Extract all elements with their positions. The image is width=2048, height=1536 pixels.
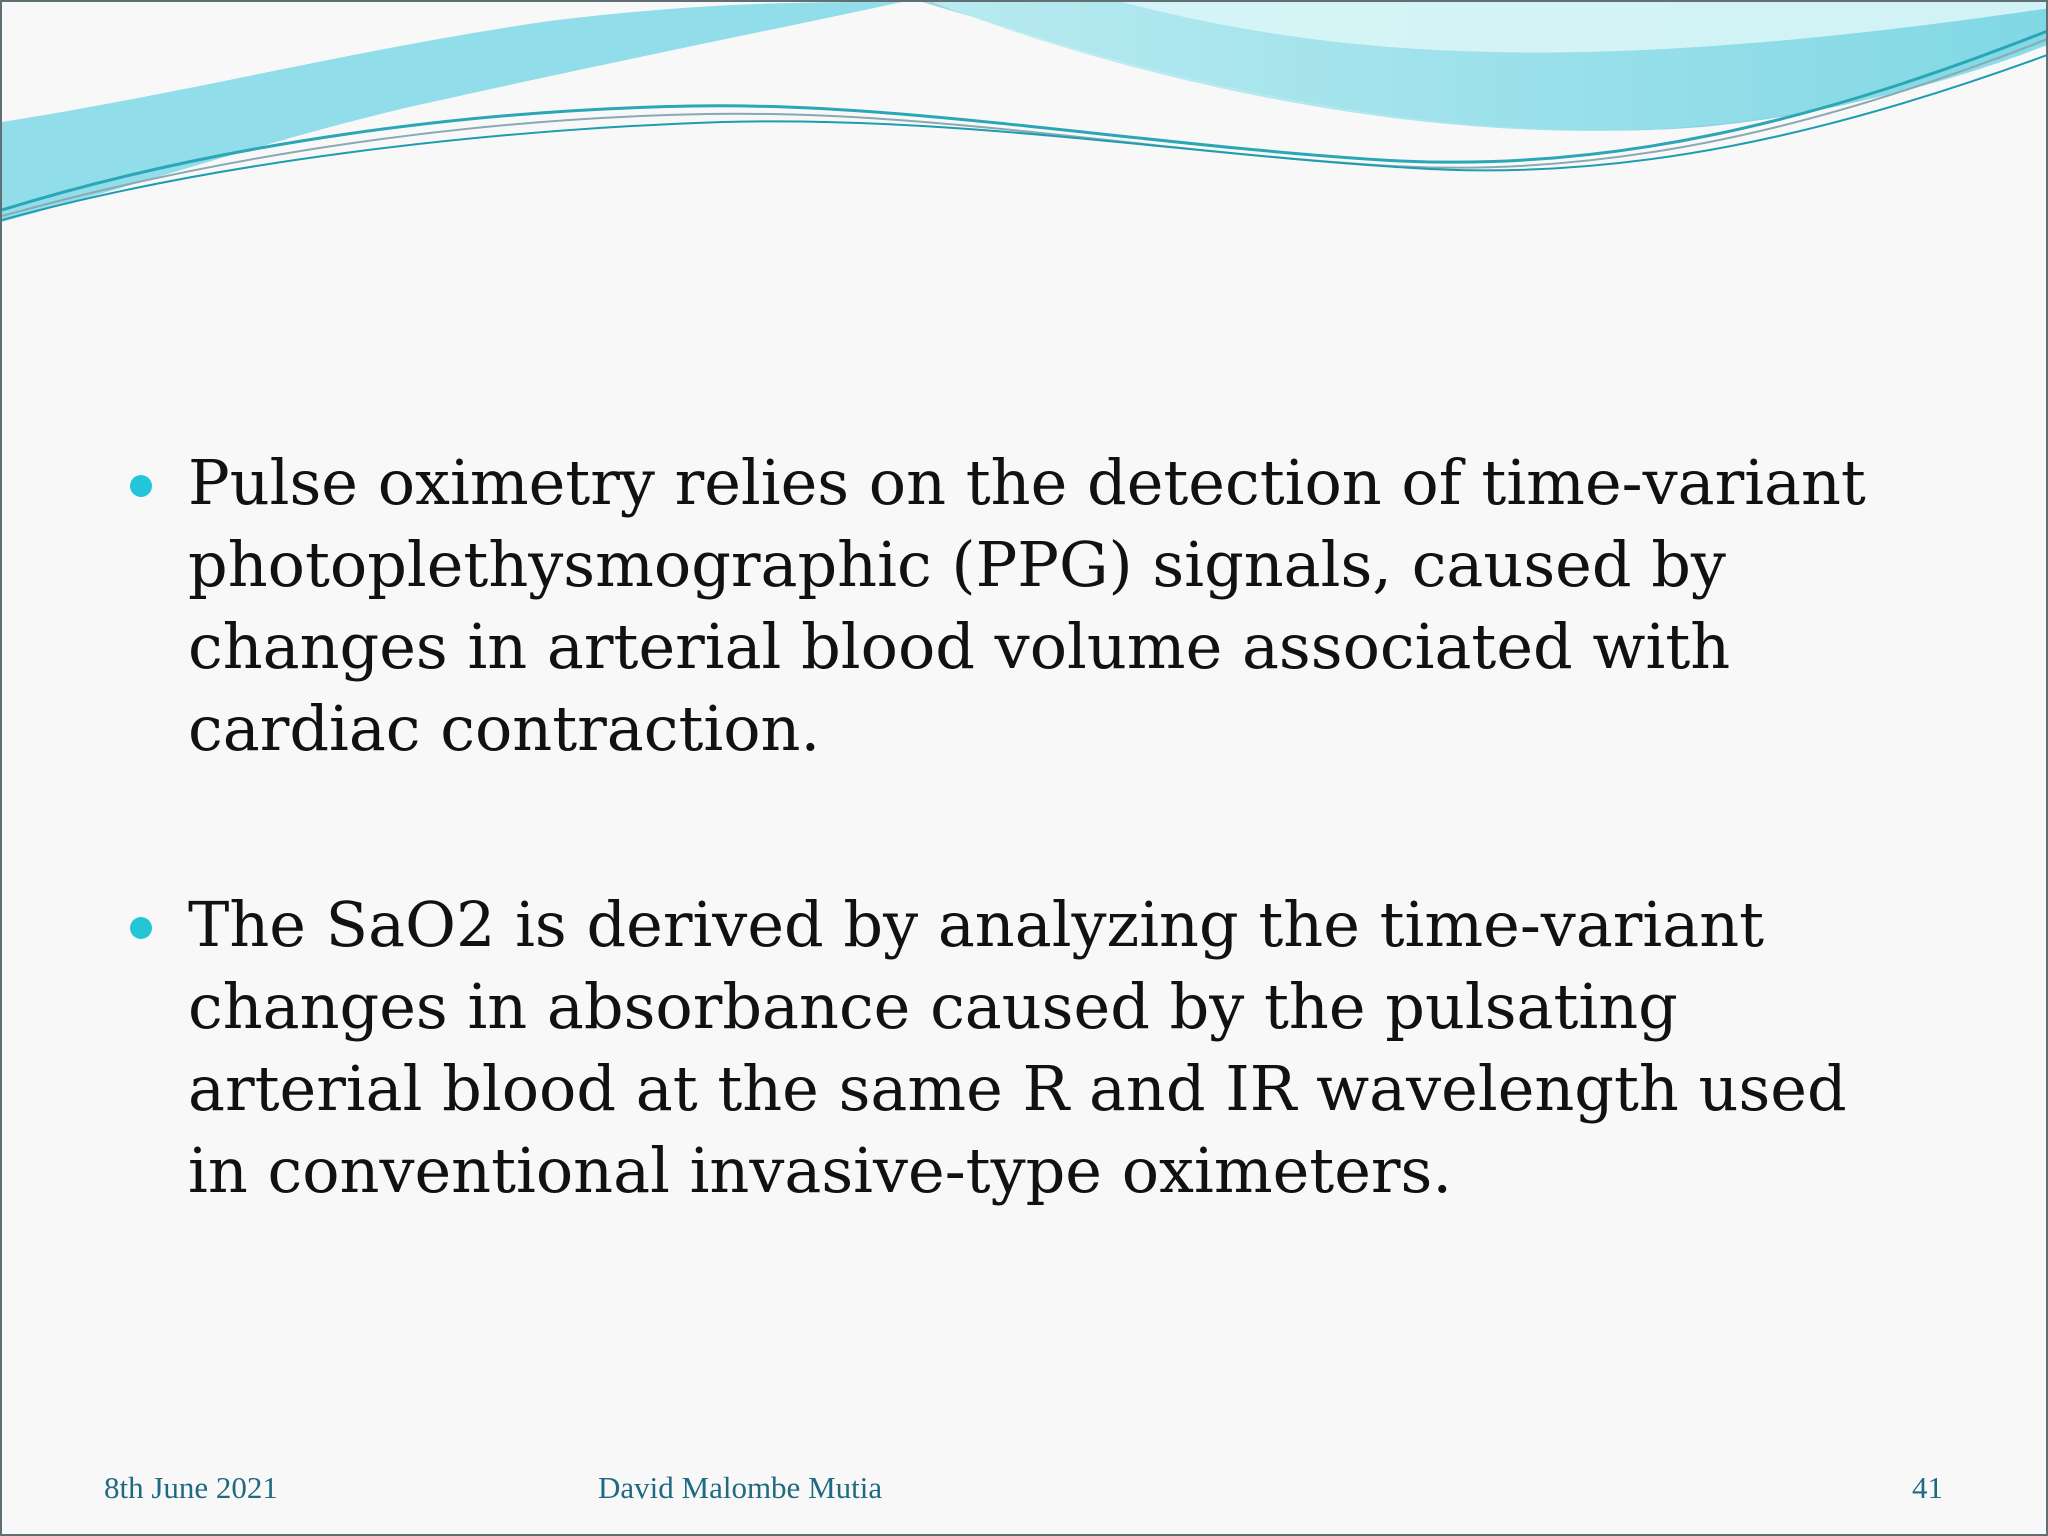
bullet-item-sao2 [126,884,1926,1212]
footer-date: 8th June 2021 [104,1470,278,1505]
footer-page-number: 41 [1912,1470,1943,1505]
bullet-item-ppg [126,442,1926,770]
bullet-text: The SaO2 is derived by analyzing the time-variant changes in absorbance caused by the pulsating arterial blood at the same R and IR wavelength used in conventional invasive-type oximeters. [188,888,1847,1207]
bullet-point-icon [130,917,152,939]
decorative-wave-header [2,2,2048,242]
bullet-text: Pulse oximetry relies on the detection of time-variant photoplethysmographic (PPG) signals, caused by changes in arterial blood volume associated with cardiac contraction. [188,446,1866,765]
slide-content [126,442,1926,1212]
footer-author: David Malombe Mutia [598,1470,883,1505]
bullet-point-icon [130,475,152,497]
